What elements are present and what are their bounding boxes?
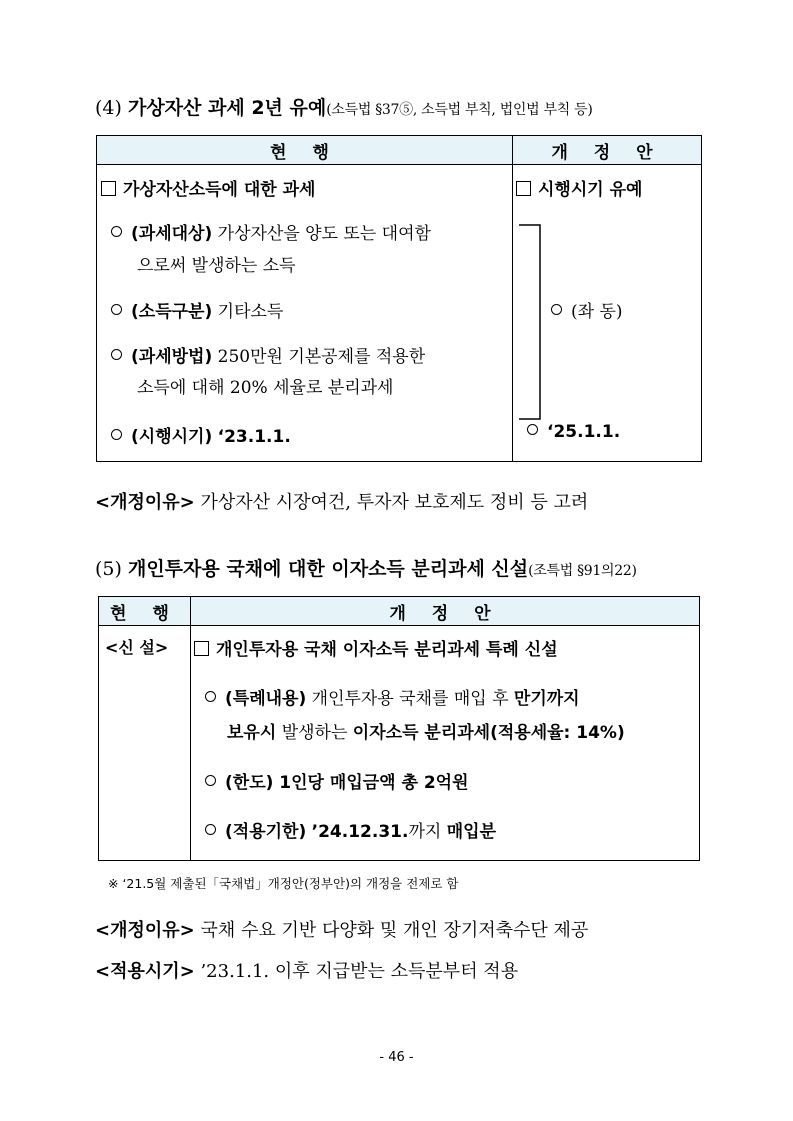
proposed-cell <box>191 626 700 861</box>
section5-apply: <적용시기> ’23.1.1. 이후 지급받는 소득분부터 적용 <box>95 961 519 982</box>
proposed-date: ‘25.1.1. <box>527 422 620 442</box>
item-target: (과세대상) 가상자산을 양도 또는 대여함 <box>111 219 431 244</box>
circle-bullet-icon <box>205 824 216 835</box>
item-content-cont: 보유시 발생하는 이자소득 분리과세(적용세율: 14%) <box>227 723 625 743</box>
circle-bullet-icon <box>205 691 216 702</box>
current-heading: 가상자산소득에 대한 과세 <box>101 175 315 200</box>
proposed-cell <box>513 165 702 462</box>
circle-bullet-icon <box>527 424 538 435</box>
checkbox-icon <box>101 181 116 196</box>
proposed-heading: 시행시기 유예 <box>516 175 642 200</box>
section5-title: (5) 개인투자용 국채에 대한 이자소득 분리과세 신설(조특법 §91의22) <box>95 558 637 580</box>
circle-bullet-icon <box>111 304 122 315</box>
proposed-same: (좌 동) <box>551 297 623 322</box>
proposed-heading: 개인투자용 국채 이자소득 분리과세 특례 신설 <box>194 635 558 660</box>
circle-bullet-icon <box>111 349 122 360</box>
checkbox-icon <box>516 181 531 196</box>
current-cell <box>99 626 191 861</box>
bracket-icon <box>519 223 543 423</box>
section4-reason: <개정이유> 가상자산 시장여건, 투자자 보호제도 정비 등 고려 <box>95 492 589 513</box>
circle-bullet-icon <box>111 226 122 237</box>
item-period: (적용기한) ’24.12.31.까지 매입분 <box>205 817 496 842</box>
item-content: (특례내용) 개인투자용 국채를 매입 후 만기까지 <box>205 684 580 709</box>
section5-note: ※ ‘21.5월 제출된「국채법」개정안(정부안)의 개정을 전제로 함 <box>108 876 459 891</box>
section5-reason: <개정이유> 국채 수요 기반 다양화 및 개인 장기저축수단 제공 <box>95 920 589 941</box>
item-limit: (한도) 1인당 매입금액 총 2억원 <box>205 768 469 793</box>
header-proposed: 개 정 안 <box>191 597 700 626</box>
header-current: 현 행 <box>97 136 513 165</box>
circle-bullet-icon <box>205 775 216 786</box>
item-method: (과세방법) 250만원 기본공제를 적용한 <box>111 342 425 367</box>
section4-title: (4) 가상자산 과세 2년 유예(소득법 §37⑤, 소득법 부칙, 법인법 부칙 등) <box>95 97 593 119</box>
circle-bullet-icon <box>111 429 122 440</box>
checkbox-icon <box>194 641 209 656</box>
header-current: 현 행 <box>99 597 191 626</box>
item-target-cont: 으로써 발생하는 소득 <box>137 256 296 276</box>
current-cell <box>97 165 513 462</box>
header-proposed: 개 정 안 <box>513 136 702 165</box>
circle-bullet-icon <box>551 304 562 315</box>
item-method-cont: 소득에 대해 20% 세율로 분리과세 <box>137 378 394 398</box>
page-number: - 46 - <box>379 1050 414 1065</box>
section5-table <box>98 596 700 861</box>
section4-table <box>96 135 702 462</box>
item-effective: (시행시기) ‘23.1.1. <box>111 422 291 447</box>
new-label: <신 설> <box>105 638 169 657</box>
item-category: (소득구분) 기타소득 <box>111 297 283 322</box>
